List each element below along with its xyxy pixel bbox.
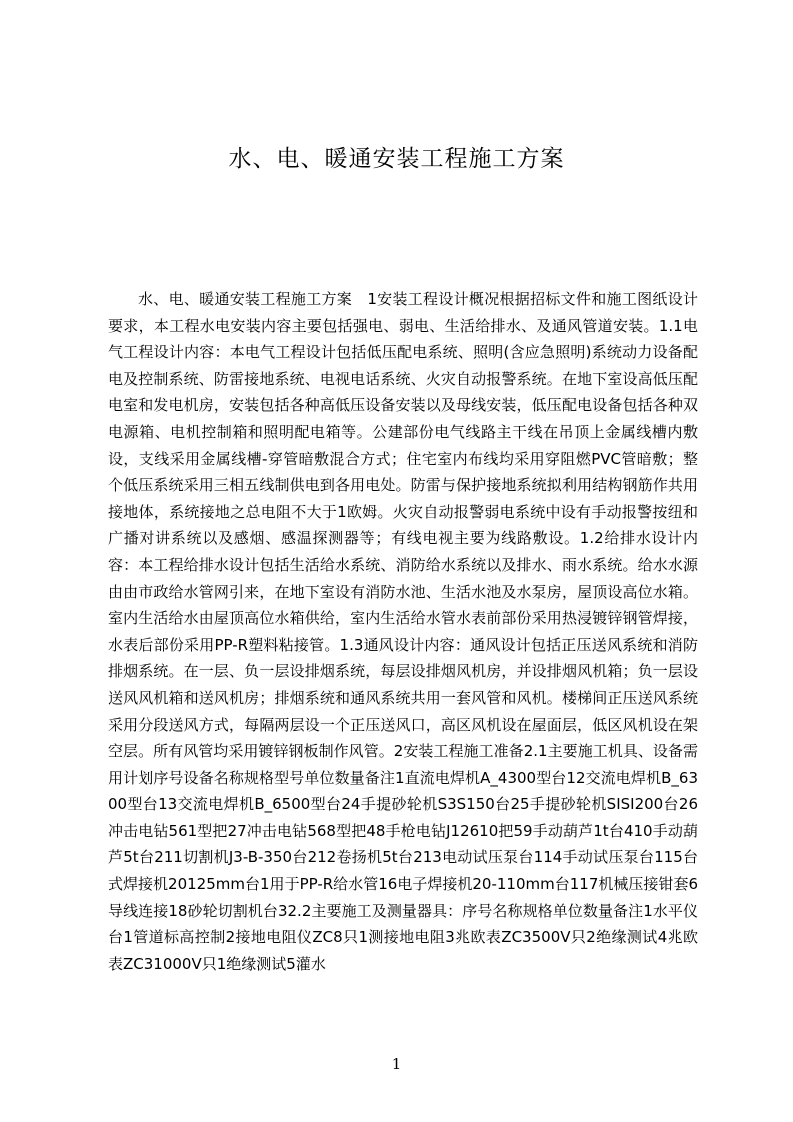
- document-title: 水、电、暖通安装工程施工方案: [228, 146, 565, 172]
- body-paragraph: 水、电、暖通安装工程施工方案 1安装工程设计概况根据招标文件和施工图纸设计要求，本工程水电安装内容主要包括强电、弱电、生活给排水、及通风管道安装。1.1电气工程设计内容：本电气工程设计包括低压配电系统、照明(含应急照明)系统动力设备配电及控制系统、防雷接地系统、电视电话系统、火灾自动报警系统。在地下室设高低压配电室和发电机房，安装包括各种高低压设备安装以及母线安装，低压配电设备包括各种双电源箱、电机控制箱和照明配电箱等。公建部份电气线路主干线在吊顶上金属线槽内敷设，支线采用金属线槽-穿管暗敷混合方式；住宅室内布线均采用穿阻燃PVC管暗敷；整个低压系统采用三相五线制供电到各用电处。防雷与保护接地系统拟利用结构钢筋作共用接地体，系统接地之总电阻不大于1欧姆。火灾自动报警弱电系统中设有手动报警按纽和广播对讲系统以及感烟、感温探测器等；有线电视主要为线路敷设。1.2给排水设计内容：本工程给排水设计包括生活给水系统、消防给水系统以及排水、雨水系统。给水水源由由市政给水管网引来，在地下室设有消防水池、生活水池及水泵房，屋顶设高位水箱。室内生活给水由屋顶高位水箱供给，室内生活给水管水表前部份采用热浸镀锌钢管焊接，水表后部份采用PP-R塑料粘接管。1.3通风设计内容：通风设计包括正压送风系统和消防排烟系统。在一层、负一层设排烟系统，每层设排烟风机房，并设排烟风机箱；负一层设送风风机箱和送风机房；排烟系统和通风系统共用一套风管和风机。楼梯间正压送风系统采用分段送风方式，每隔两层设一个正压送风口，高区风机设在屋面层，低区风机设在架空层。所有风管均采用镀锌钢板制作风管。2安装工程施工准备2.1主要施工机具、设备需用计划序号设备名称规格型号单位数量备注1直流电焊机A_4300型台12交流电焊机B_6300型台13交流电焊机B_6500型台24手提砂轮机S3S150台25手提砂轮机SISI200台26冲击电钻561型把27冲击电钻568型把48手枪电钻J12610把59手动葫芦1t台410手动葫芦5t台211切割机J3-B-350台212卷扬机5t台213电动试压泵台114手动试压泵台115台式焊接机20125mm台1用于PP-R给水管16电子焊接机20-110mm台117机械压接钳套6导线连接18砂轮切割机台32.2主要施工及测量器具：序号名称规格单位数量备注1水平仪台1管道标高控制2接地电阻仪ZC8只1测接地电阻3兆欧表ZC3500V只2绝缘测试4兆欧表ZC31000V只1绝缘测试5灌水: [108, 290, 698, 973]
- page-number: 1: [391, 1055, 402, 1073]
